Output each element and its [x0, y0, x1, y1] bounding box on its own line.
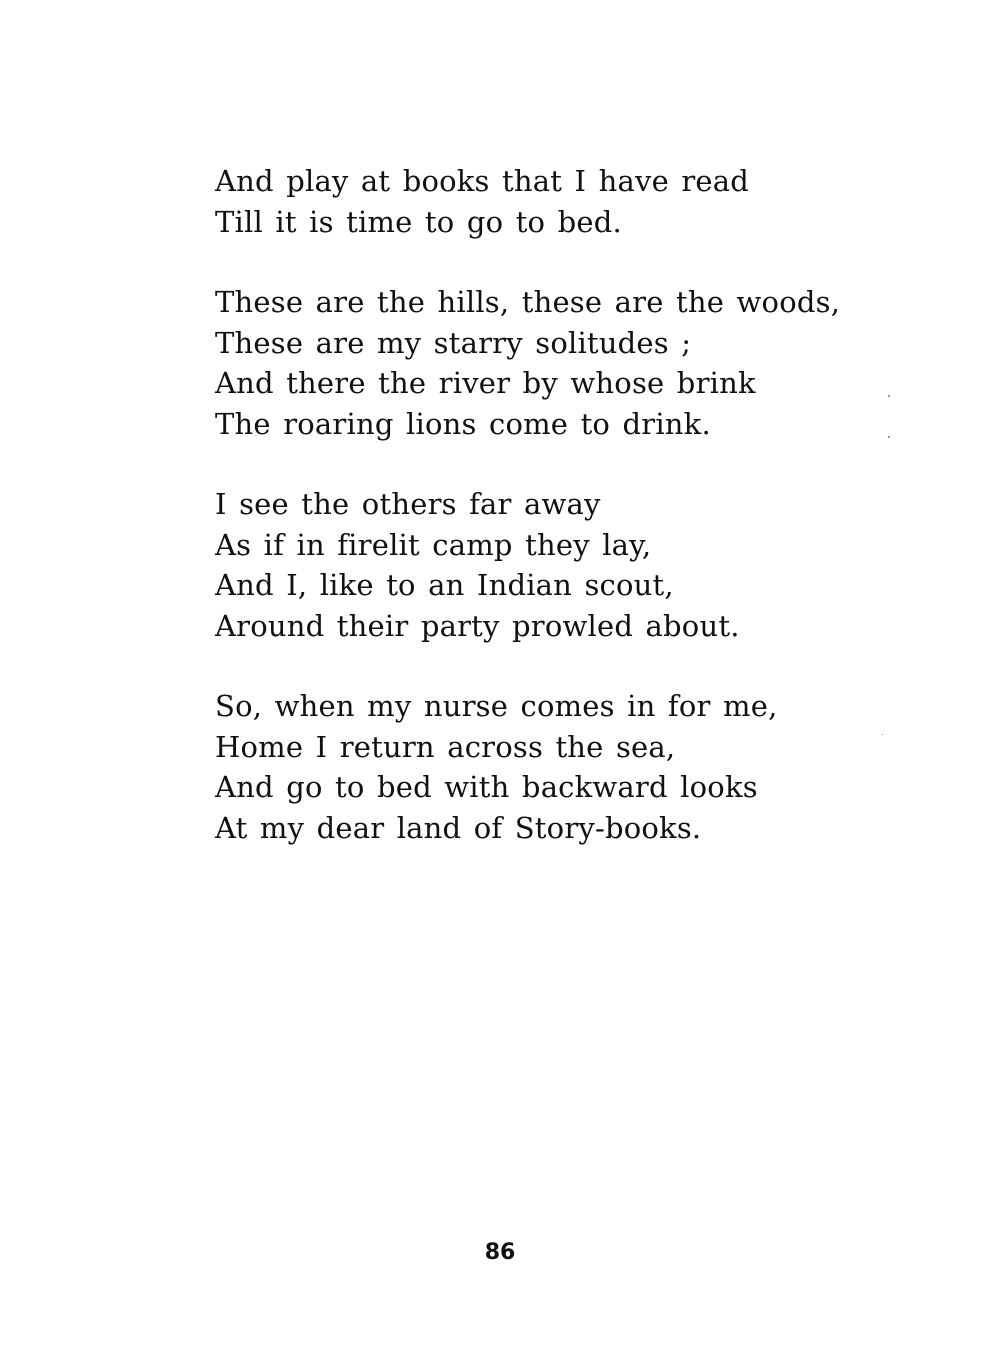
- page-number: 86: [484, 1240, 516, 1265]
- poem-line: These are my starry solitudes ;: [215, 325, 692, 360]
- poem-line: Home I return across the sea,: [215, 729, 676, 764]
- poem-line: And I, like to an Indian scout,: [215, 568, 674, 602]
- stanza-1: [215, 161, 855, 242]
- scan-speck: [888, 395, 890, 397]
- poem: [215, 161, 855, 888]
- poem-line: As if in firelit camp they lay,: [215, 527, 652, 562]
- poem-line: These are the hills, these are the woods,: [215, 285, 841, 319]
- poem-line: And go to bed with backward looks: [215, 770, 758, 804]
- stanza-2: [215, 282, 855, 444]
- poem-line: Around their party prowled about.: [215, 608, 740, 643]
- poem-line: At my dear land of Story-books.: [215, 810, 702, 845]
- poem-line: And play at books that I have read: [215, 164, 750, 198]
- poem-line: So, when my nurse comes in for me,: [215, 689, 778, 723]
- stanza-4: [215, 686, 855, 848]
- scan-speck: [888, 436, 890, 438]
- poem-line: The roaring lions come to drink.: [215, 406, 711, 441]
- poem-line: And there the river by whose brink: [215, 366, 756, 400]
- scan-speck: [882, 734, 883, 735]
- stanza-3: [215, 484, 855, 646]
- poem-line: I see the others far away: [215, 487, 601, 521]
- poem-line: Till it is time to go to bed.: [215, 204, 622, 239]
